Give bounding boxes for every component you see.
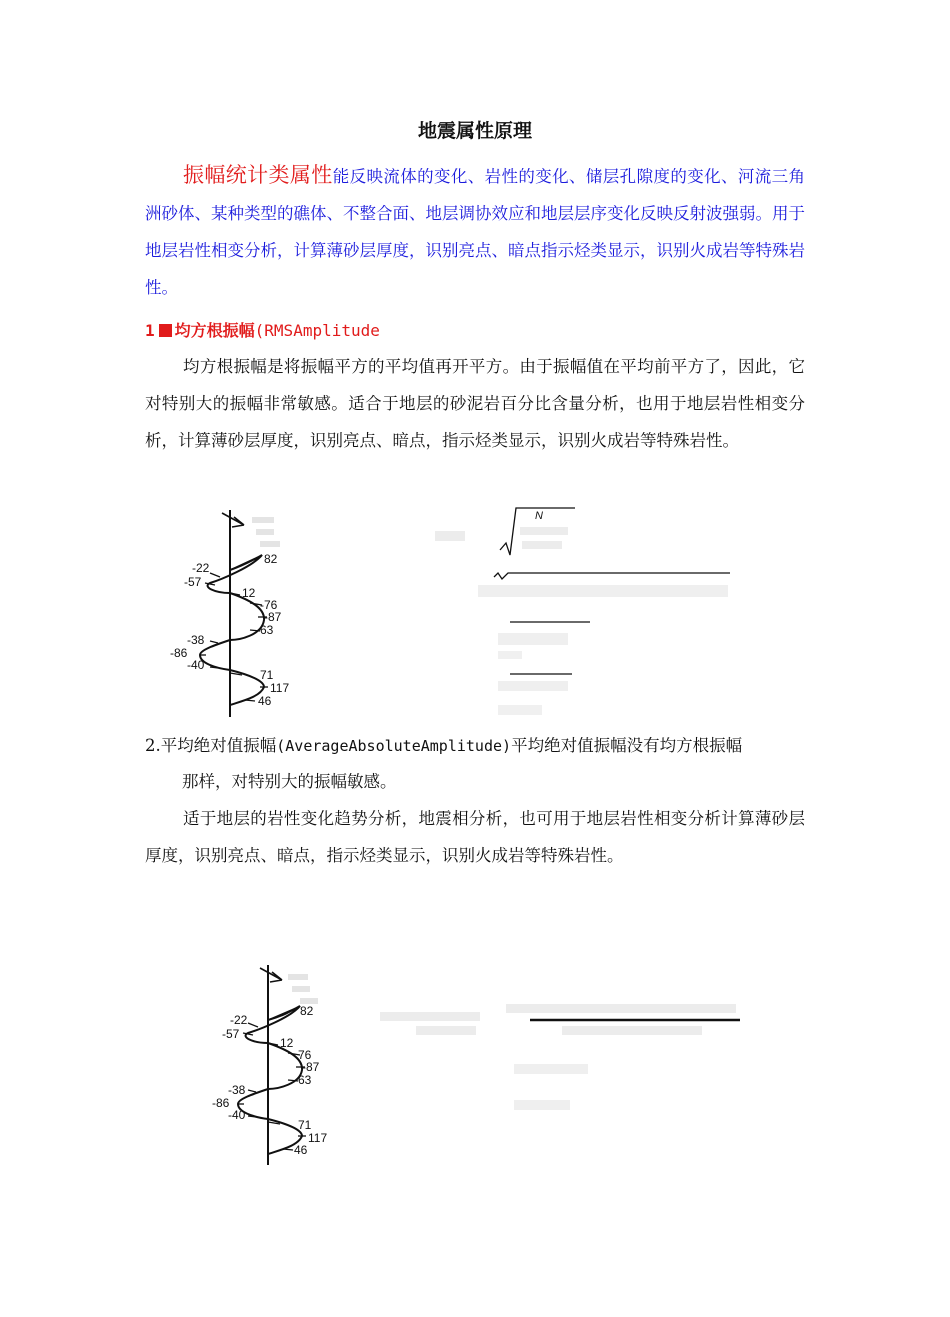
wave-label-neg57: -57 [184,575,202,589]
figure1-rms [160,505,760,730]
figure1-wave-diagram [170,510,289,717]
section1-heading [145,318,380,341]
wave-label-neg87: -87 [264,610,282,624]
figure1-formula [435,508,730,715]
wave2-label-neg86: -86 [212,1096,230,1110]
wave-label-neg86: -86 [170,646,188,660]
intro-body: 能反映流体的变化、岩性的变化、储层孔隙度的变化、河流三角洲砂体、某种类型的礁体、不整合面、地层调协效应和地层层序变化反映反射波强弱。用于地层岩性相变分析，计算薄砂层厚度，识别亮点、暗点指示烃类显示，识别火成岩等特殊岩性。 [145,167,806,297]
wave2-label-neg22: -22 [230,1013,248,1027]
figure2-formula [380,1004,740,1110]
wave-label-63: 63 [260,623,274,637]
wave2-label-76: 76 [298,1048,312,1062]
formula-n-symbol: N [535,510,543,522]
wave2-label-neg40: -40 [228,1108,246,1122]
wave2-label-46: 46 [294,1143,308,1157]
wave2-label-neg87: -87 [302,1060,320,1074]
intro-paragraph [145,157,805,306]
wave2-label-63: 63 [298,1073,312,1087]
section1-body: 均方根振幅是将振幅平方的平均值再开平方。由于振幅值在平均前平方了，因此，它对特别大的振幅非常敏感。适合于地层的砂泥岩百分比含量分析，也用于地层岩性相变分析，计算薄砂层厚度，识别亮点、暗点，指示烃类显示，识别火成岩等特殊岩性。 [145,357,805,450]
wave-label-71: 71 [260,668,274,682]
wave-label-neg40: -40 [187,658,205,672]
wave-label-neg76: -76 [260,598,278,612]
wave-label-82: 82 [264,552,278,566]
figure2-average-absolute [200,960,760,1175]
wave-label-neg22: -22 [192,561,210,575]
wave-label-46: 46 [258,694,272,708]
wave2-label-82: 82 [300,1004,314,1018]
section2-body: 适于地层的岩性变化趋势分析，地震相分析，也可用于地层岩性相变分析计算薄砂层厚度，识别亮点、暗点，指示烃类显示，识别火成岩等特殊岩性。 [145,809,805,865]
wave-label-12: 12 [242,586,256,600]
wave2-label-12: 12 [280,1036,294,1050]
wave2-label-117: 117 [308,1131,328,1145]
figure2-wave-diagram [212,965,327,1165]
section1-number: 1 [145,321,155,340]
section1-title-en: (RMSAmplitude [254,321,380,340]
wave2-label-71: 71 [298,1118,312,1132]
wave2-label-neg57: -57 [222,1027,240,1041]
bullet-square-icon [159,324,172,337]
wave-label-117: 117 [270,681,290,695]
section2-heading [145,728,810,800]
section2-line1-tail: 平均绝对值振幅没有均方根振幅 [511,736,743,755]
intro-lead: 振幅统计类属性 [183,163,333,187]
section2-number-title: 2.平均绝对值振幅 [145,736,277,755]
page-title: 地震属性原理 [417,120,532,142]
section1-title-cn: 均方根振幅 [174,321,255,340]
section2-line2: 那样，对特别大的振幅敏感。 [182,772,397,791]
wave-label-neg38: -38 [187,633,205,647]
section2-title-en: (AverageAbsoluteAmplitude) [276,737,512,755]
wave2-label-neg38: -38 [228,1083,246,1097]
